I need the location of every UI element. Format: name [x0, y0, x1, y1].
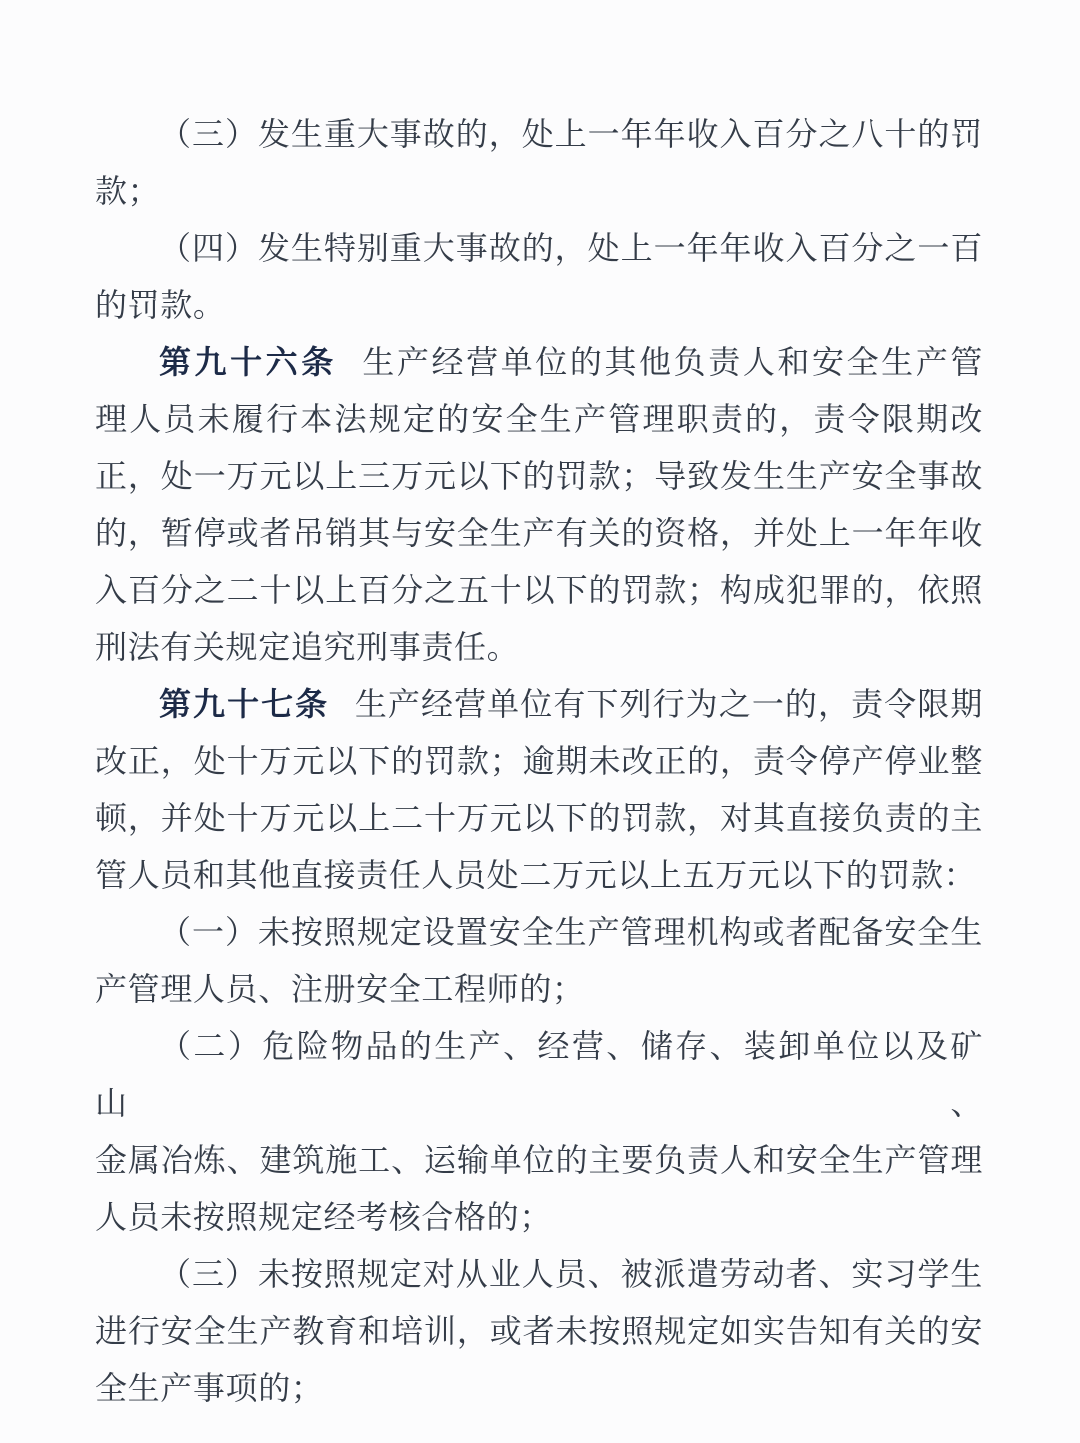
legal-text-body	[95, 106, 983, 1417]
text-line: 正，处一万元以上三万元以下的罚款；导致发生生产安全事故	[95, 458, 983, 494]
text-line: 款；	[95, 173, 161, 209]
text-line: （三）未按照规定对从业人员、被派遣劳动者、实习学生	[159, 1256, 983, 1292]
text-line: 金属冶炼、建筑施工、运输单位的主要负责人和安全生产管理	[95, 1142, 983, 1178]
paragraph	[95, 220, 983, 334]
text-line: 的罚款。	[95, 287, 226, 323]
text-line: 进行安全生产教育和培训，或者未按照规定如实告知有关的安	[95, 1313, 983, 1349]
article-number: 第九十六条	[159, 344, 337, 380]
article-number: 第九十七条	[159, 686, 330, 722]
text-line: 全生产事项的；	[95, 1370, 324, 1406]
paragraph	[95, 1246, 983, 1417]
paragraph	[95, 676, 983, 904]
text-line: （一）未按照规定设置安全生产管理机构或者配备安全生	[159, 914, 983, 950]
text-line: （二）危险物品的生产、经营、储存、装卸单位以及矿山、	[95, 1028, 983, 1121]
text-line: 产管理人员、注册安全工程师的；	[95, 971, 585, 1007]
text-line: 入百分之二十以上百分之五十以下的罚款；构成犯罪的，依照	[95, 572, 983, 608]
text-line: 人员未按照规定经考核合格的；	[95, 1199, 552, 1235]
text-line: 改正，处十万元以下的罚款；逾期未改正的，责令停产停业整	[95, 743, 983, 779]
paragraph	[95, 904, 983, 1018]
text-line: 第九十七条 生产经营单位有下列行为之一的，责令限期	[159, 686, 983, 722]
text-line: 顿，并处十万元以上二十万元以下的罚款，对其直接负责的主	[95, 800, 983, 836]
text-line: 第九十六条 生产经营单位的其他负责人和安全生产管	[159, 344, 983, 380]
text-line: 的，暂停或者吊销其与安全生产有关的资格，并处上一年年收	[95, 515, 983, 551]
text-line: （四）发生特别重大事故的，处上一年年收入百分之一百	[159, 230, 983, 266]
paragraph	[95, 1018, 983, 1246]
text-line: 管人员和其他直接责任人员处二万元以上五万元以下的罚款：	[95, 857, 977, 893]
paragraph	[95, 106, 983, 220]
paragraph	[95, 334, 983, 676]
text-line: （三）发生重大事故的，处上一年年收入百分之八十的罚	[159, 116, 983, 152]
text-line: 刑法有关规定追究刑事责任。	[95, 629, 520, 665]
text-line: 理人员未履行本法规定的安全生产管理职责的，责令限期改	[95, 401, 983, 437]
